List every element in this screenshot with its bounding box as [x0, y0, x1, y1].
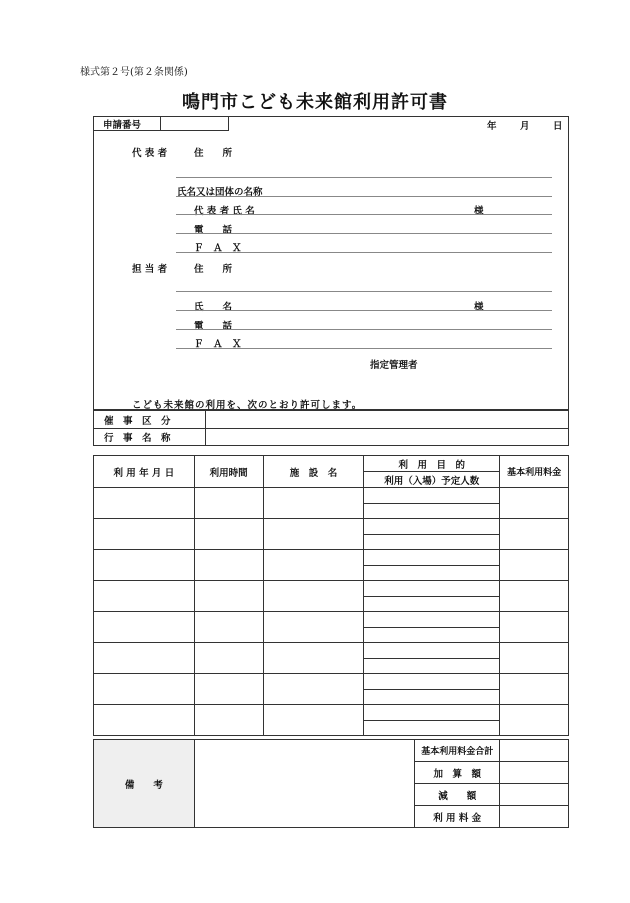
base-fee-cell[interactable] — [500, 488, 569, 519]
date-year: 年 — [487, 121, 497, 132]
representative-name-label: 代 表 者 氏 名 — [194, 206, 255, 217]
contact-name-label: 氏 名 — [194, 302, 233, 313]
application-number-divider — [160, 116, 161, 131]
usage-date-cell[interactable] — [94, 612, 195, 643]
total-base-fee-field[interactable] — [500, 740, 569, 762]
usage-time-cell[interactable] — [194, 674, 263, 705]
total-base-fee-label: 基本利用料金合計 — [415, 740, 500, 762]
form-number: 様式第２号(第２条関係) — [80, 67, 188, 78]
header-usage-time: 利用時間 — [194, 456, 263, 488]
usage-fee-field[interactable] — [500, 806, 569, 828]
purpose-cell[interactable] — [364, 581, 500, 597]
reduction-label: 減 額 — [415, 784, 500, 806]
usage-time-cell[interactable] — [194, 643, 263, 674]
attendees-cell[interactable] — [364, 628, 500, 643]
remarks-label: 備 考 — [94, 740, 195, 828]
usage-date-cell[interactable] — [94, 643, 195, 674]
usage-date-cell[interactable] — [94, 488, 195, 519]
usage-time-cell[interactable] — [194, 550, 263, 581]
contact-fax-label: Ｆ Ａ Ｘ — [194, 339, 242, 350]
base-fee-cell[interactable] — [500, 705, 569, 736]
event-name-field[interactable] — [206, 429, 569, 446]
application-number-value[interactable] — [164, 117, 226, 129]
table-row — [94, 581, 569, 597]
representative-phone-line[interactable] — [176, 233, 552, 234]
attendees-cell[interactable] — [364, 566, 500, 581]
purpose-cell[interactable] — [364, 519, 500, 535]
facility-cell[interactable] — [263, 550, 364, 581]
base-fee-cell[interactable] — [500, 581, 569, 612]
usage-time-cell[interactable] — [194, 519, 263, 550]
header-purpose: 利 用 目 的 — [364, 456, 500, 472]
facility-cell[interactable] — [263, 488, 364, 519]
attendees-cell[interactable] — [364, 659, 500, 674]
usage-time-cell[interactable] — [194, 488, 263, 519]
usage-fee-label: 利 用 料 金 — [415, 806, 500, 828]
usage-table — [93, 455, 569, 736]
usage-date-cell[interactable] — [94, 705, 195, 736]
purpose-cell[interactable] — [364, 612, 500, 628]
usage-date-cell[interactable] — [94, 581, 195, 612]
attendees-cell[interactable] — [364, 690, 500, 705]
remarks-field[interactable] — [194, 740, 414, 828]
contact-fax-line[interactable] — [176, 348, 552, 349]
table-row — [94, 612, 569, 628]
remarks-fee-table — [93, 739, 569, 828]
representative-heading: 代 表 者 — [132, 148, 168, 159]
table-row — [94, 674, 569, 690]
header-attendees: 利用（入場）予定人数 — [364, 472, 500, 488]
contact-address-label: 住 所 — [194, 264, 233, 275]
usage-time-cell[interactable] — [194, 705, 263, 736]
manager-label: 指定管理者 — [370, 360, 418, 371]
purpose-cell[interactable] — [364, 643, 500, 659]
event-info-table — [93, 410, 569, 446]
attendees-cell[interactable] — [364, 504, 500, 519]
usage-date-cell[interactable] — [94, 519, 195, 550]
contact-address-line[interactable] — [176, 291, 552, 292]
attendees-cell[interactable] — [364, 535, 500, 550]
application-number-label: 申請番号 — [103, 120, 142, 131]
contact-honorific: 様 — [474, 302, 484, 313]
contact-phone-label: 電 話 — [194, 321, 233, 332]
base-fee-cell[interactable] — [500, 612, 569, 643]
usage-time-cell[interactable] — [194, 612, 263, 643]
date-day: 日 — [553, 121, 563, 132]
contact-heading: 担 当 者 — [132, 264, 168, 275]
addition-field[interactable] — [500, 762, 569, 784]
header-facility: 施 設 名 — [263, 456, 364, 488]
usage-time-cell[interactable] — [194, 581, 263, 612]
header-usage-date: 利 用 年 月 日 — [94, 456, 195, 488]
date-month: 月 — [520, 121, 530, 132]
purpose-cell[interactable] — [364, 674, 500, 690]
facility-cell[interactable] — [263, 674, 364, 705]
representative-fax-label: Ｆ Ａ Ｘ — [194, 243, 242, 254]
facility-cell[interactable] — [263, 643, 364, 674]
representative-name-line[interactable] — [176, 214, 552, 215]
representative-org-name-line[interactable] — [176, 196, 552, 197]
addition-label: 加 算 額 — [415, 762, 500, 784]
attendees-cell[interactable] — [364, 721, 500, 736]
base-fee-cell[interactable] — [500, 643, 569, 674]
purpose-cell[interactable] — [364, 550, 500, 566]
representative-org-name-label: 氏名又は団体の名称 — [177, 187, 263, 198]
facility-cell[interactable] — [263, 519, 364, 550]
event-category-label: 催 事 区 分 — [94, 411, 206, 429]
purpose-cell[interactable] — [364, 488, 500, 504]
purpose-cell[interactable] — [364, 705, 500, 721]
base-fee-cell[interactable] — [500, 519, 569, 550]
table-row — [94, 705, 569, 721]
representative-fax-line[interactable] — [176, 252, 552, 253]
representative-address-line[interactable] — [176, 177, 552, 178]
usage-date-cell[interactable] — [94, 550, 195, 581]
contact-phone-line[interactable] — [176, 329, 552, 330]
page-title: 鳴門市こども未来館利用許可書 — [182, 92, 448, 113]
base-fee-cell[interactable] — [500, 674, 569, 705]
facility-cell[interactable] — [263, 581, 364, 612]
contact-name-line[interactable] — [176, 310, 552, 311]
representative-phone-label: 電 話 — [194, 225, 233, 236]
table-row — [94, 519, 569, 535]
table-row — [94, 488, 569, 504]
table-row — [94, 550, 569, 566]
permit-statement: こども未来館の利用を、次のとおり許可します。 — [132, 400, 363, 411]
base-fee-cell[interactable] — [500, 550, 569, 581]
attendees-cell[interactable] — [364, 597, 500, 612]
representative-honorific: 様 — [474, 206, 484, 217]
header-base-fee: 基本利用料金 — [500, 456, 569, 488]
usage-date-cell[interactable] — [94, 674, 195, 705]
event-name-label: 行 事 名 称 — [94, 429, 206, 446]
table-row — [94, 643, 569, 659]
usage-rows — [94, 488, 569, 736]
facility-cell[interactable] — [263, 612, 364, 643]
facility-cell[interactable] — [263, 705, 364, 736]
reduction-field[interactable] — [500, 784, 569, 806]
event-category-field[interactable] — [206, 411, 569, 429]
representative-address-label: 住 所 — [194, 148, 233, 159]
